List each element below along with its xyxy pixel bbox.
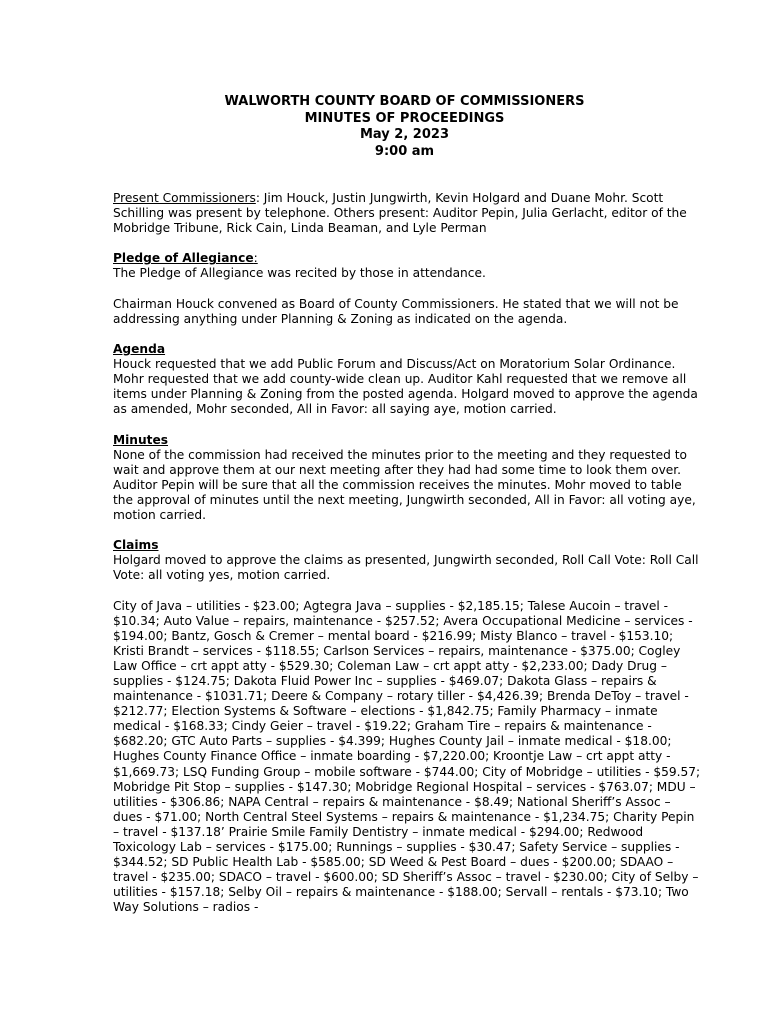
- minutes-heading: Minutes: [113, 432, 169, 447]
- present-text: : Jim Houck, Justin Jungwirth, Kevin Holgard and Duane Mohr. Scott Schilling was present by telephone. Others present: Auditor Pepin, Julia Gerlacht, editor of the Mobridge Tribune, Rick Cain, Linda Beaman, and Lyle Perman: [113, 191, 687, 236]
- claims-list: City of Java – utilities - $23.00; Agtegra Java – supplies - $2,185.15; Talese Aucoin – travel - $10.34; Auto Value – repairs, maintenance - $257.52; Avera Occupational Medicine – services - $194.00; Bantz, Gosch & Cremer – mental board - $216.99; Misty Blanco – travel - $153.10; Kristi Brandt – services - $118.55; Carlson Services – repairs, maintenance - $375.00; Cogley Law Office – crt appt atty - $529.30; Coleman Law – crt appt atty - $2,233.00; Dady Drug – supplies - $124.75; Dakota Fluid Power Inc – supplies - $469.07; Dakota Glass – repairs & maintenance - $1031.71; Deere & Company – rotary tiller - $4,426.39; Brenda DeToy – travel - $212.77; Election Systems & Software – elections - $1,842.75; Family Pharmacy – inmate medical - $168.33; Cindy Geier – travel - $19.22; Graham Tire – repairs & maintenance - $682.20; GTC Auto Parts – supplies - $4.399; Hughes County Jail – inmate medical - $18.00; Hughes County Finance Office – inmate boarding - $7,220.00; Kroontje Law – crt appt atty - $1,669.73; LSQ Funding Group – mobile software - $744.00; City of Mobridge – utilities - $59.57; Mobridge Pit Stop – supplies - $147.30; Mobridge Regional Hospital – services - $763.07; MDU – utilities - $306.86; NAPA Central – repairs & maintenance - $8.49; National Sheriff’s Assoc – dues - $71.00; North Central Steel Systems – repairs & maintenance - $1,234.75; Charity Pepin – travel - $137.18’ Prairie Smile Family Dentistry – inmate medical - $294.00; Redwood Toxicology Lab – services - $175.00; Runnings – supplies - $30.47; Safety Service – supplies - $344.52; SD Public Health Lab - $585.00; SD Weed & Pest Board – dues - $200.00; SDAAO – travel - $235.00; SDACO – travel - $600.00; SD Sheriff’s Assoc – travel - $230.00; City of Selby – utilities - $157.18; Selby Oil – repairs & maintenance - $188.00; Servall – rentals - $73.10; Two Way Solutions – radios -: [113, 598, 701, 915]
- present-paragraph: [113, 191, 702, 236]
- claims-heading: Claims: [113, 538, 159, 553]
- agenda-text: Houck requested that we add Public Forum and Discuss/Act on Moratorium Solar Ordinance. Mohr requested that we add county-wide clean up. Auditor Kahl requested that we remove all items under Planning & Zoning from the posted agenda. Holgard moved to approve the agenda as amended, Mohr seconded, All in Favor: all saying aye, motion carried.: [113, 357, 698, 417]
- document-header: [107, 94, 702, 160]
- document-body: [113, 191, 702, 916]
- header-date: May 2, 2023: [359, 127, 449, 142]
- header-title: WALWORTH COUNTY BOARD OF COMMISSIONERS: [224, 94, 585, 109]
- pledge-colon: :: [253, 251, 258, 266]
- pledge-text: The Pledge of Allegiance was recited by those in attendance.: [113, 266, 486, 281]
- header-time: 9:00 am: [374, 143, 435, 159]
- minutes-text: None of the commission had received the minutes prior to the meeting and they requested to wait and approve them at our next meeting after they had had some time to look them over. Auditor Pepin will be sure that all the commission receives the minutes. Mohr moved to table the approval of minutes until the next meeting, Jungwirth seconded, All in Favor: all voting aye, motion carried.: [113, 447, 696, 522]
- minutes-section: [113, 433, 702, 524]
- agenda-heading: Agenda: [113, 341, 166, 356]
- pledge-heading: Pledge of Allegiance: [113, 251, 254, 266]
- convened-paragraph: Chairman Houck convened as Board of County Commissioners. He stated that we will not be addressing anything under Planning & Zoning as indicated on the agenda.: [113, 296, 679, 326]
- present-label: Present Commissioners: [113, 191, 256, 205]
- agenda-section: [113, 342, 702, 417]
- claims-motion: Holgard moved to approve the claims as presented, Jungwirth seconded, Roll Call Vote: Roll Call Vote: all voting yes, motion carried.: [113, 553, 699, 583]
- header-subtitle: MINUTES OF PROCEEDINGS: [304, 110, 505, 126]
- claims-section: [113, 538, 702, 583]
- pledge-section: [113, 251, 702, 281]
